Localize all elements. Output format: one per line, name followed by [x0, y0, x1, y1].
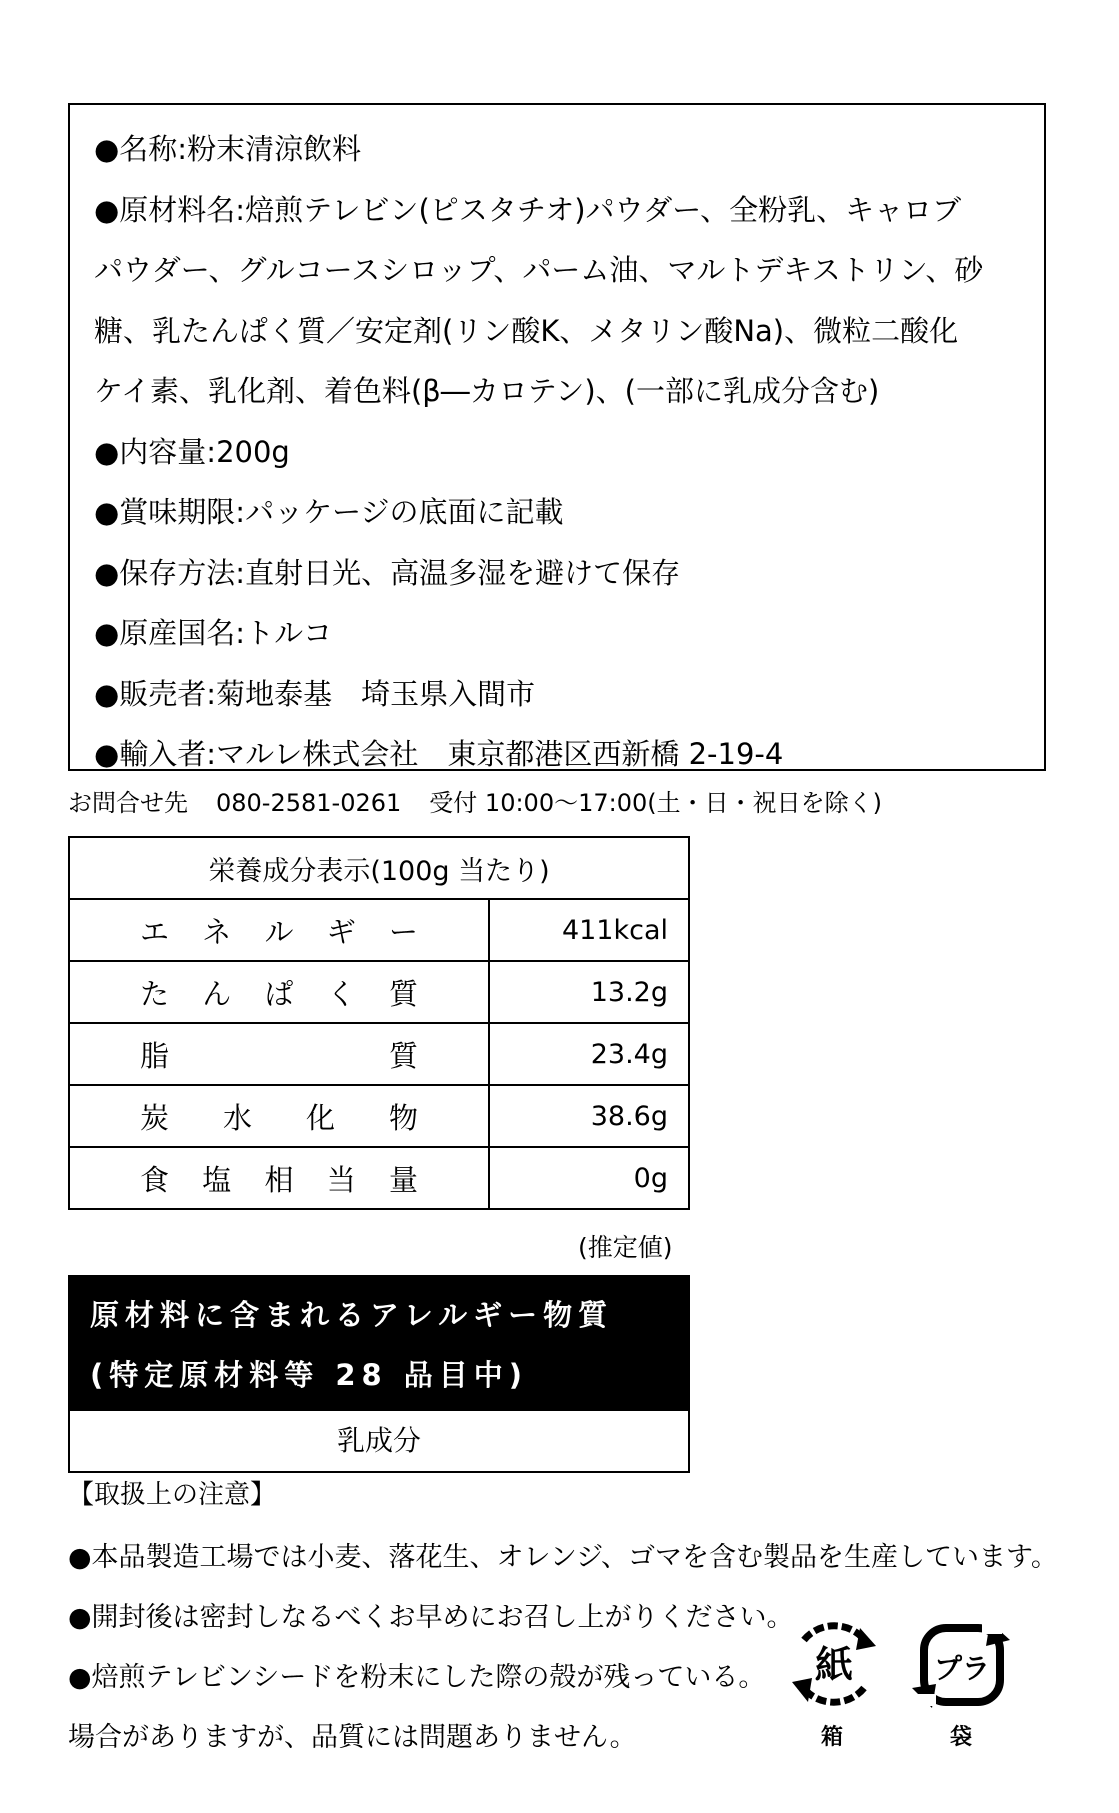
contact-phone: 080-2581-0261: [216, 789, 402, 817]
contact-hours: 受付 10:00〜17:00(土・日・祝日を除く): [429, 789, 882, 817]
info-line-ingredients: [94, 180, 1024, 241]
contact-label: お問合せ先: [68, 789, 188, 817]
paper-mark-text: 紙: [814, 1643, 854, 1687]
nutrient-char: 量: [388, 1162, 418, 1197]
nutrient-char: ん: [202, 976, 232, 1011]
handling-note: ●本品製造工場では小麦、落花生、オレンジ、ゴマを含む製品を生産しています。: [68, 1542, 1058, 1573]
nutrition-header-row: [69, 837, 689, 899]
info-label: ●内容量:: [94, 434, 217, 469]
info-line-ingredients-cont: [94, 301, 1024, 362]
info-label: ●保存方法:: [94, 555, 246, 590]
nutrient-char: ー: [388, 914, 418, 949]
nutrient-name-fat: [70, 1034, 488, 1075]
plastic-mark-text: プラ: [933, 1652, 991, 1685]
table-row: [69, 1147, 689, 1209]
nutrient-name-protein: [70, 972, 488, 1013]
nutrient-char: 脂: [140, 1038, 170, 1073]
paper-label: 箱: [821, 1725, 844, 1750]
nutrient-value-protein: 13.2g: [489, 961, 689, 1023]
nutrient-value-energy: 411kcal: [489, 899, 689, 961]
handling-note: ●焙煎テレビンシードを粉末にした際の殻が残っている。: [68, 1662, 766, 1693]
info-label: ●輸入者:: [94, 737, 217, 771]
info-line-name: [94, 119, 1024, 180]
nutrient-char: 相: [264, 1162, 294, 1197]
info-text: トルコ: [245, 616, 333, 650]
nutrition-title: 栄養成分表示(100g 当たり): [69, 837, 689, 899]
nutrient-char: 質: [388, 1038, 418, 1073]
allergy-header: [70, 1277, 688, 1411]
allergy-content: 乳成分: [336, 1424, 421, 1457]
nutrient-char: 炭: [140, 1100, 170, 1135]
info-text: 菊地泰基 埼玉県入間市: [216, 676, 536, 711]
plastic-label: 袋: [950, 1725, 973, 1750]
nutrient-char: エ: [140, 914, 170, 949]
plastic-recycle-icon: [908, 1618, 1014, 1714]
info-text: パッケージの底面に記載: [245, 495, 564, 529]
info-line-content: [94, 422, 1024, 483]
nutrient-char: 質: [388, 976, 418, 1011]
nutrient-char: た: [140, 976, 170, 1011]
info-line-seller: [94, 664, 1024, 725]
nutrient-name-salt: [70, 1158, 488, 1199]
table-row: [69, 1023, 689, 1085]
info-line-storage: [94, 543, 1024, 604]
contact-line: [68, 783, 910, 818]
info-label: ●販売者:: [94, 676, 217, 711]
allergy-box: [68, 1275, 690, 1473]
info-text: 200g: [216, 434, 290, 469]
product-info-box: [68, 103, 1046, 771]
handling-title: 【取扱上の注意】: [68, 1480, 277, 1510]
nutrient-char: ル: [264, 914, 294, 949]
info-text: 糖、乳たんぱく質／安定剤(リン酸K、メタリン酸Na)、微粒二酸化: [94, 313, 959, 348]
table-row: [69, 1085, 689, 1147]
info-text: パウダー、グルコースシロップ、パーム油、マルトデキストリン、砂: [94, 253, 984, 287]
nutrient-char: 水: [222, 1100, 252, 1135]
info-text: 粉末清涼飲料: [187, 132, 362, 166]
info-label: ●原材料名:: [94, 192, 246, 227]
nutrient-value-salt: 0g: [489, 1147, 689, 1209]
info-label: ●名称:: [94, 132, 188, 166]
info-line-ingredients-cont: [94, 361, 1024, 422]
info-line-origin: [94, 603, 1024, 664]
table-row: [69, 899, 689, 961]
nutrient-char: 塩: [202, 1162, 232, 1197]
nutrition-table: [68, 836, 690, 1210]
info-line-ingredients-cont: [94, 240, 1024, 301]
info-line-importer: [94, 724, 1024, 785]
nutrient-char: 化: [305, 1100, 335, 1135]
info-label: ●原産国名:: [94, 616, 246, 650]
nutrient-name-carbs: [70, 1096, 488, 1137]
nutrient-name-energy: [70, 910, 488, 951]
info-text: 焙煎テレビン(ピスタチオ)パウダー、全粉乳、キャロブ: [245, 192, 962, 227]
nutrient-char: く: [326, 976, 356, 1011]
nutrient-value-fat: 23.4g: [489, 1023, 689, 1085]
estimate-note: (推定値): [578, 1233, 673, 1262]
table-row: [69, 961, 689, 1023]
allergy-title-line2: (特定原材料等 28 品目中): [90, 1358, 529, 1392]
nutrient-char: ネ: [202, 914, 232, 949]
nutrient-char: ぱ: [264, 976, 294, 1011]
paper-recycle-icon: [784, 1620, 884, 1710]
info-label: ●賞味期限:: [94, 495, 246, 529]
handling-note: ●開封後は密封しなるべくお早めにお召し上がりください。: [68, 1602, 794, 1633]
info-text: 直射日光、高温多湿を避けて保存: [245, 555, 681, 590]
nutrient-char: ギ: [326, 914, 356, 949]
handling-note: 場合がありますが、品質には問題ありません。: [68, 1722, 637, 1753]
nutrient-char: 食: [140, 1162, 170, 1197]
allergy-title-line1: 原材料に含まれるアレルギー物質: [90, 1298, 614, 1332]
nutrient-value-carbs: 38.6g: [489, 1085, 689, 1147]
info-text: マルレ株式会社 東京都港区西新橋 2-19-4: [216, 737, 784, 771]
nutrient-char: 当: [326, 1162, 356, 1197]
nutrient-char: 物: [388, 1100, 418, 1135]
info-line-expiry: [94, 482, 1024, 543]
info-text: ケイ素、乳化剤、着色料(β―カロテン)、(一部に乳成分含む): [94, 374, 880, 408]
